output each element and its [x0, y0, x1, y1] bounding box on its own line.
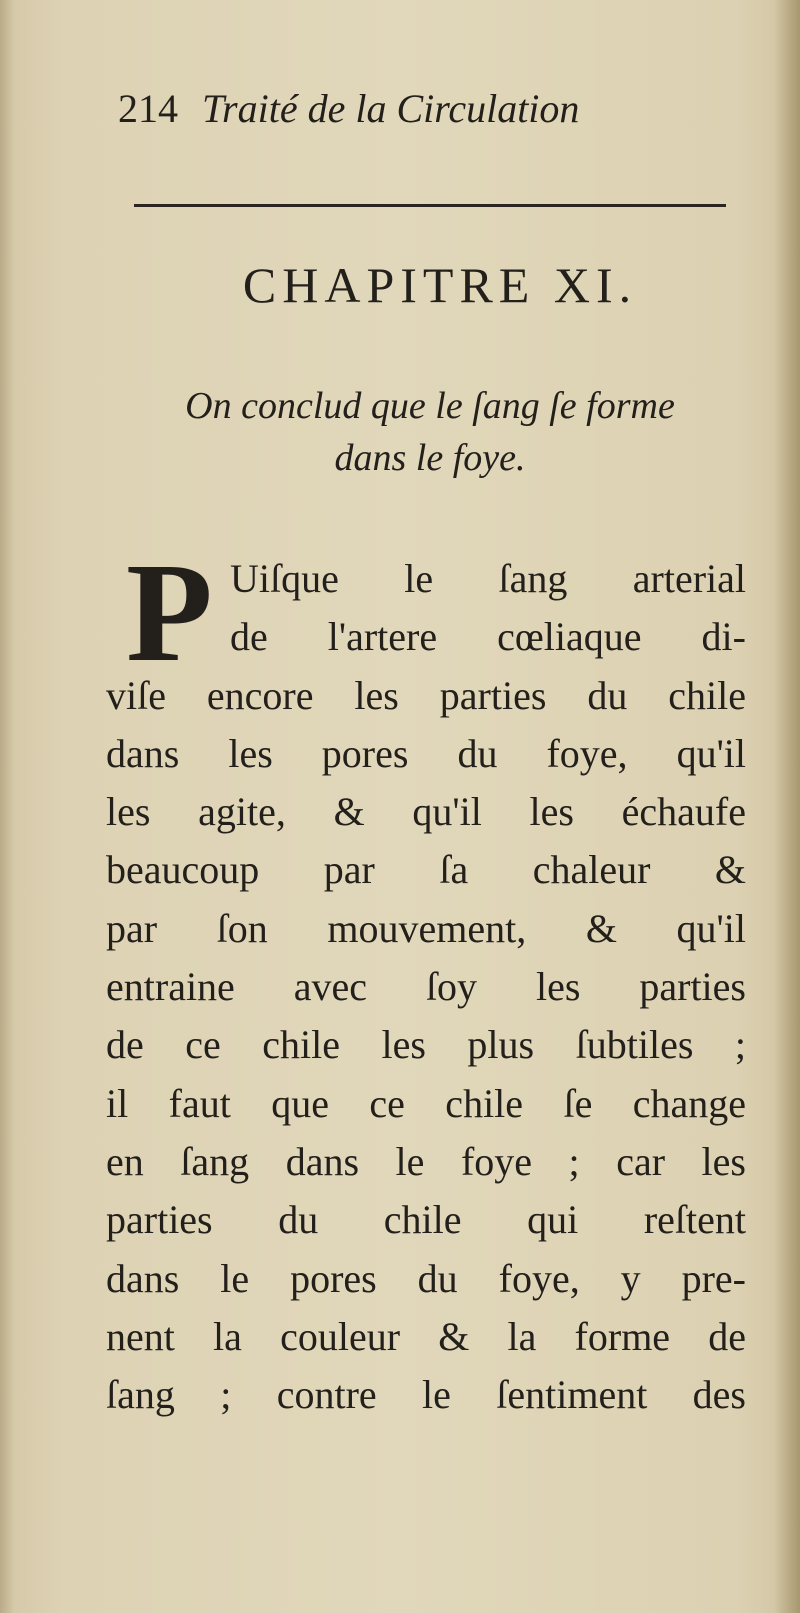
text-line: beaucoup par ſa chaleur & [106, 847, 746, 893]
page-edge-shadow-left [0, 0, 14, 1613]
page-edge-shadow-right [774, 0, 800, 1613]
text-line: par ſon mouvement, & qu'il [106, 905, 746, 951]
text-line: entraine avec ſoy les parties [106, 964, 746, 1010]
running-title: Traité de la Circulation [202, 86, 580, 131]
text-line: en ſang dans le foye ; car les [106, 1138, 746, 1184]
chapter-title: CHAPITRE XI. [242, 257, 638, 313]
text-line: ſang ; contre le ſentiment des [106, 1372, 746, 1418]
body-text [106, 533, 746, 1424]
text-line: dans les pores du foye, qu'il [106, 730, 746, 776]
subtitle-line: On conclud que le ſang ſe forme [185, 385, 675, 427]
chapter-subtitle [110, 380, 750, 484]
text-line: Uiſque le ſang arterial [230, 556, 746, 601]
drop-cap: P [126, 533, 213, 691]
text-line: de l'artere cœliaque di- [230, 614, 746, 660]
text-line: il faut que ce chile ſe change [106, 1080, 746, 1126]
subtitle-line: dans le foye. [334, 437, 526, 479]
text-line: dans le pores du foye, y pre- [106, 1255, 746, 1301]
header-rule [134, 204, 726, 207]
text-line: parties du chile qui reſtent [106, 1197, 746, 1243]
text-line: viſe encore les parties du chile [106, 672, 746, 718]
text-line: de ce chile les plus ſubtiles ; [106, 1022, 746, 1068]
text-line: les agite, & qu'il les échaufe [106, 789, 746, 835]
running-header [118, 86, 738, 132]
text-line: nent la couleur & la forme de [106, 1313, 746, 1359]
page-number: 214 [118, 86, 178, 131]
